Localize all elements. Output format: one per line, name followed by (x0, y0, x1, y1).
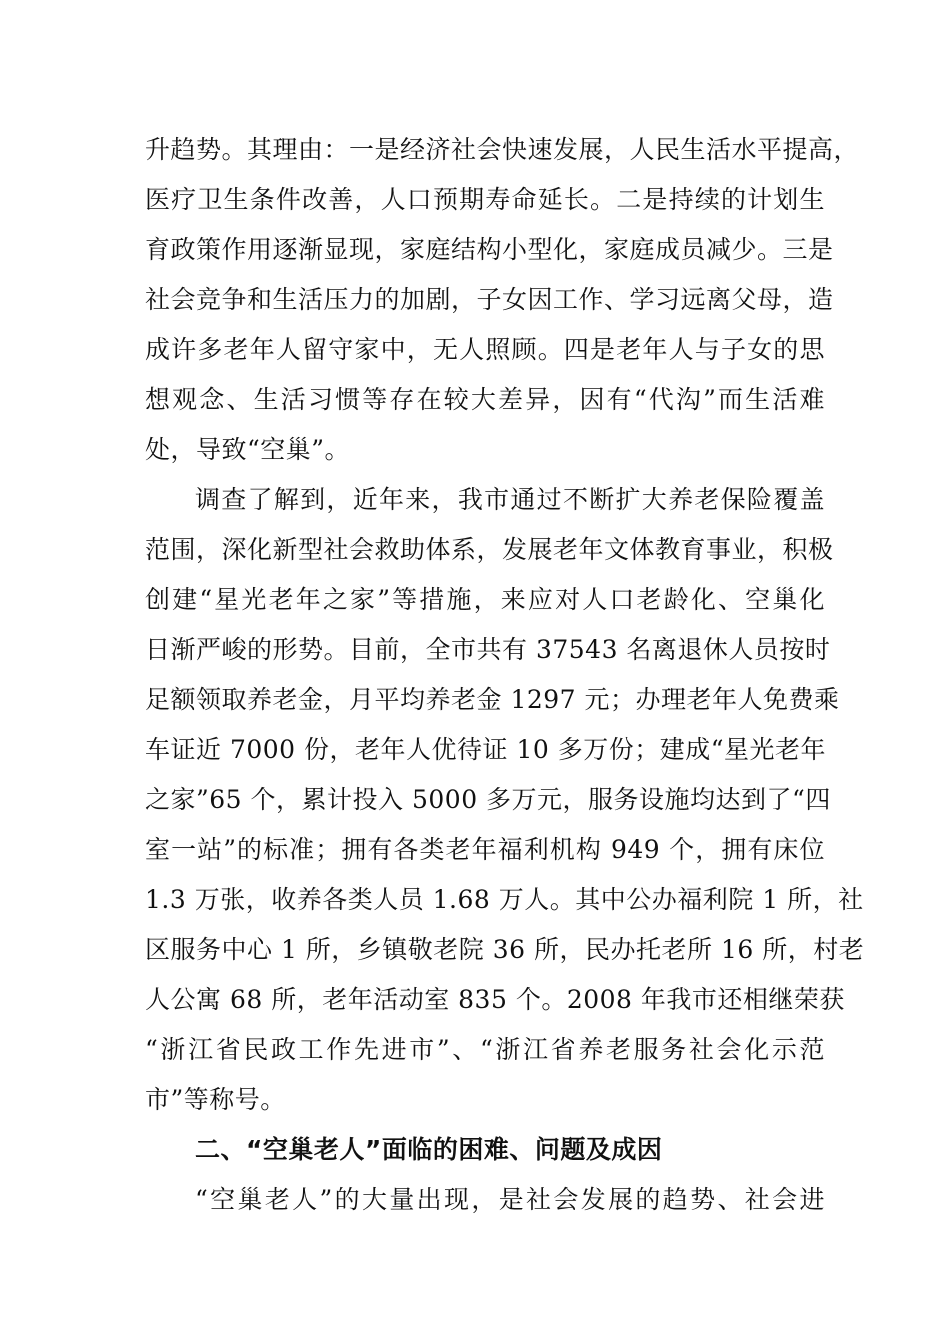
paragraph-first-line: 调查了解到，近年来，我市通过不断扩大养老保险覆盖 (195, 485, 825, 514)
paragraph-line: “浙江省民政工作先进市”、“浙江省养老服务社会化示范 (145, 1035, 825, 1064)
paragraph-line: 1.3 万张，收养各类人员 1.68 万人。其中公办福利院 1 所，社 (145, 885, 864, 914)
paragraph-line: 成许多老年人留守家中，无人照顾。四是老年人与子女的思 (145, 335, 825, 364)
paragraph-line: 市”等称号。 (145, 1085, 286, 1114)
paragraph-line: 处，导致“空巢”。 (145, 435, 351, 464)
paragraph-line: 医疗卫生条件改善，人口预期寿命延长。二是持续的计划生 (145, 185, 825, 214)
paragraph-line: 升趋势。其理由：一是经济社会快速发展，人民生活水平提高， (145, 135, 860, 164)
paragraph-line: 想观念、生活习惯等存在较大差异，因有“代沟”而生活难 (145, 385, 825, 414)
paragraph-line: 室一站”的标准；拥有各类老年福利机构 949 个，拥有床位 (145, 835, 825, 864)
paragraph-line: 人公寓 68 所，老年活动室 835 个。2008 年我市还相继荣获 (145, 985, 845, 1014)
paragraph-line: 创建“星光老年之家”等措施，来应对人口老龄化、空巢化 (145, 585, 825, 614)
paragraph-line: 之家”65 个，累计投入 5000 多万元，服务设施均达到了“四 (145, 785, 831, 814)
paragraph-line: 车证近 7000 份，老年人优待证 10 多万份；建成“星光老年 (145, 735, 827, 764)
paragraph-line: 日渐严峻的形势。目前，全市共有 37543 名离退休人员按时 (145, 635, 831, 664)
section-heading: 二、“空巢老人”面临的困难、问题及成因 (195, 1135, 663, 1164)
paragraph-first-line: “空巢老人”的大量出现，是社会发展的趋势、社会进 (195, 1185, 825, 1214)
paragraph-line: 范围，深化新型社会救助体系，发展老年文体教育事业，积极 (145, 535, 834, 564)
paragraph-line: 育政策作用逐渐显现，家庭结构小型化，家庭成员减少。三是 (145, 235, 834, 264)
paragraph-line: 足额领取养老金，月平均养老金 1297 元；办理老年人免费乘 (145, 685, 840, 714)
paragraph-line: 区服务中心 1 所，乡镇敬老院 36 所，民办托老所 16 所，村老 (145, 935, 865, 964)
paragraph-line: 社会竞争和生活压力的加剧，子女因工作、学习远离父母，造 (145, 285, 834, 314)
